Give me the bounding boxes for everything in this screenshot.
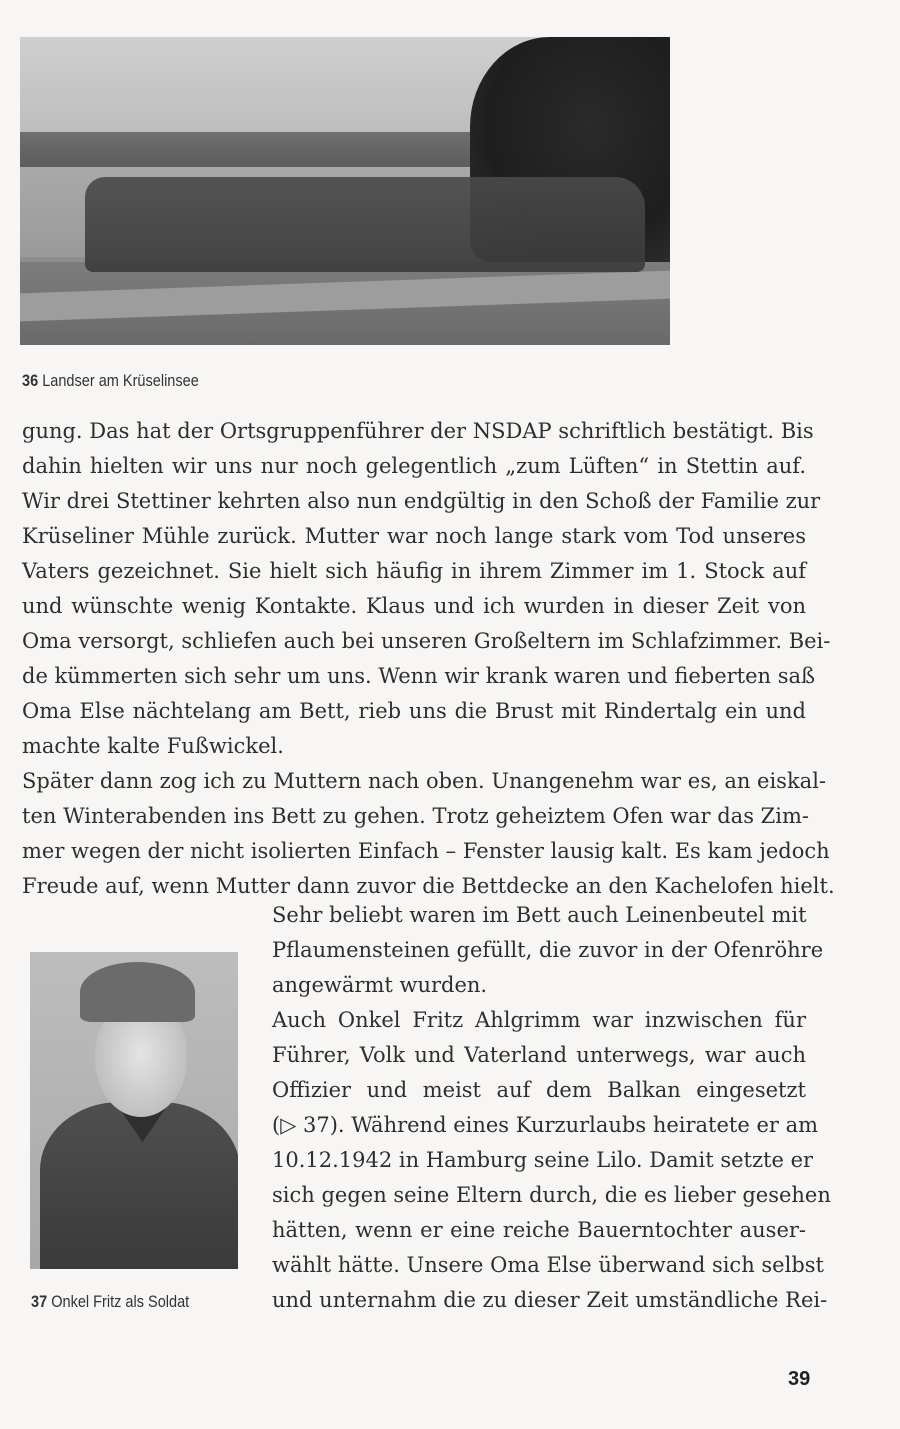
text-line: Offizier und meist auf dem Balkan eingesetzt: [272, 1078, 806, 1102]
text-line: mer wegen der nicht isolierten Einfach – Fenster lausig kalt. Es kam jedoch: [22, 839, 830, 863]
side-body-text: [272, 898, 831, 1318]
text-line: Vaters gezeichnet. Sie hielt sich häufig in ihrem Zimmer im 1. Stock auf: [22, 559, 806, 583]
text-line: dahin hielten wir uns nur noch gelegentlich „zum Lüften“ in Stettin auf.: [22, 454, 806, 478]
text-line: Auch Onkel Fritz Ahlgrimm war inzwischen für: [272, 1008, 806, 1032]
text-line: Krüseliner Mühle zurück. Mutter war noch lange stark vom Tod unseres: [22, 524, 806, 548]
figure-36-number: 36: [22, 372, 39, 390]
text-line: de kümmerten sich sehr um uns. Wenn wir krank waren und fieberten saß: [22, 664, 816, 688]
text-line: hätten, wenn er eine reiche Bauerntochter auser-: [272, 1218, 806, 1242]
text-line: Sehr beliebt waren im Bett auch Leinenbeutel mit: [272, 903, 807, 927]
text-line: und wünschte wenig Kontakte. Klaus und ich wurden in dieser Zeit von: [22, 594, 806, 618]
text-line: Wir drei Stettiner kehrten also nun endgültig in den Schoß der Familie zur: [22, 489, 821, 513]
figure-37-caption: [31, 1293, 189, 1312]
photo-cap: [80, 962, 195, 1022]
text-line: Führer, Volk und Vaterland unterwegs, war auch: [272, 1043, 806, 1067]
text-line: Oma Else nächtelang am Bett, rieb uns die Brust mit Rindertalg ein und: [22, 699, 806, 723]
text-line: machte kalte Fußwickel.: [22, 734, 284, 758]
text-line: sich gegen seine Eltern durch, die es lieber gesehen: [272, 1183, 831, 1207]
text-line: 10.12.1942 in Hamburg seine Lilo. Damit setzte er: [272, 1148, 814, 1172]
text-line: ten Winterabenden ins Bett zu gehen. Trotz geheiztem Ofen war das Zim-: [22, 804, 809, 828]
figure-36-caption: [22, 372, 199, 391]
text-line: (▷ 37). Während eines Kurzurlaubs heiratete er am: [272, 1113, 819, 1137]
photo-armored-vehicles: [85, 177, 645, 272]
photo-landser-am-kruselinsee: [20, 37, 670, 345]
text-line: Freude auf, wenn Mutter dann zuvor die Bettdecke an den Kachelofen hielt.: [22, 874, 835, 898]
figure-37-number: 37: [31, 1293, 48, 1311]
page-number: 39: [788, 1368, 811, 1390]
text-line: angewärmt wurden.: [272, 973, 488, 997]
figure-37-caption-text: Onkel Fritz als Soldat: [51, 1293, 190, 1311]
text-line: und unternahm die zu dieser Zeit umständliche Rei-: [272, 1288, 828, 1312]
photo-onkel-fritz-als-soldat: [30, 952, 238, 1269]
text-line: Oma versorgt, schliefen auch bei unseren Großeltern im Schlafzimmer. Bei-: [22, 629, 831, 653]
text-line: Pflaumensteinen gefüllt, die zuvor in der Ofenröhre: [272, 938, 824, 962]
figure-36-caption-text: Landser am Krüselinsee: [42, 372, 199, 390]
text-line: Später dann zog ich zu Muttern nach oben. Unangenehm war es, an eiskal-: [22, 769, 827, 793]
main-body-text: [22, 414, 835, 904]
text-line: gung. Das hat der Ortsgruppenführer der NSDAP schriftlich bestätigt. Bis: [22, 419, 814, 443]
text-line: wählt hätte. Unsere Oma Else überwand sich selbst: [272, 1253, 824, 1277]
